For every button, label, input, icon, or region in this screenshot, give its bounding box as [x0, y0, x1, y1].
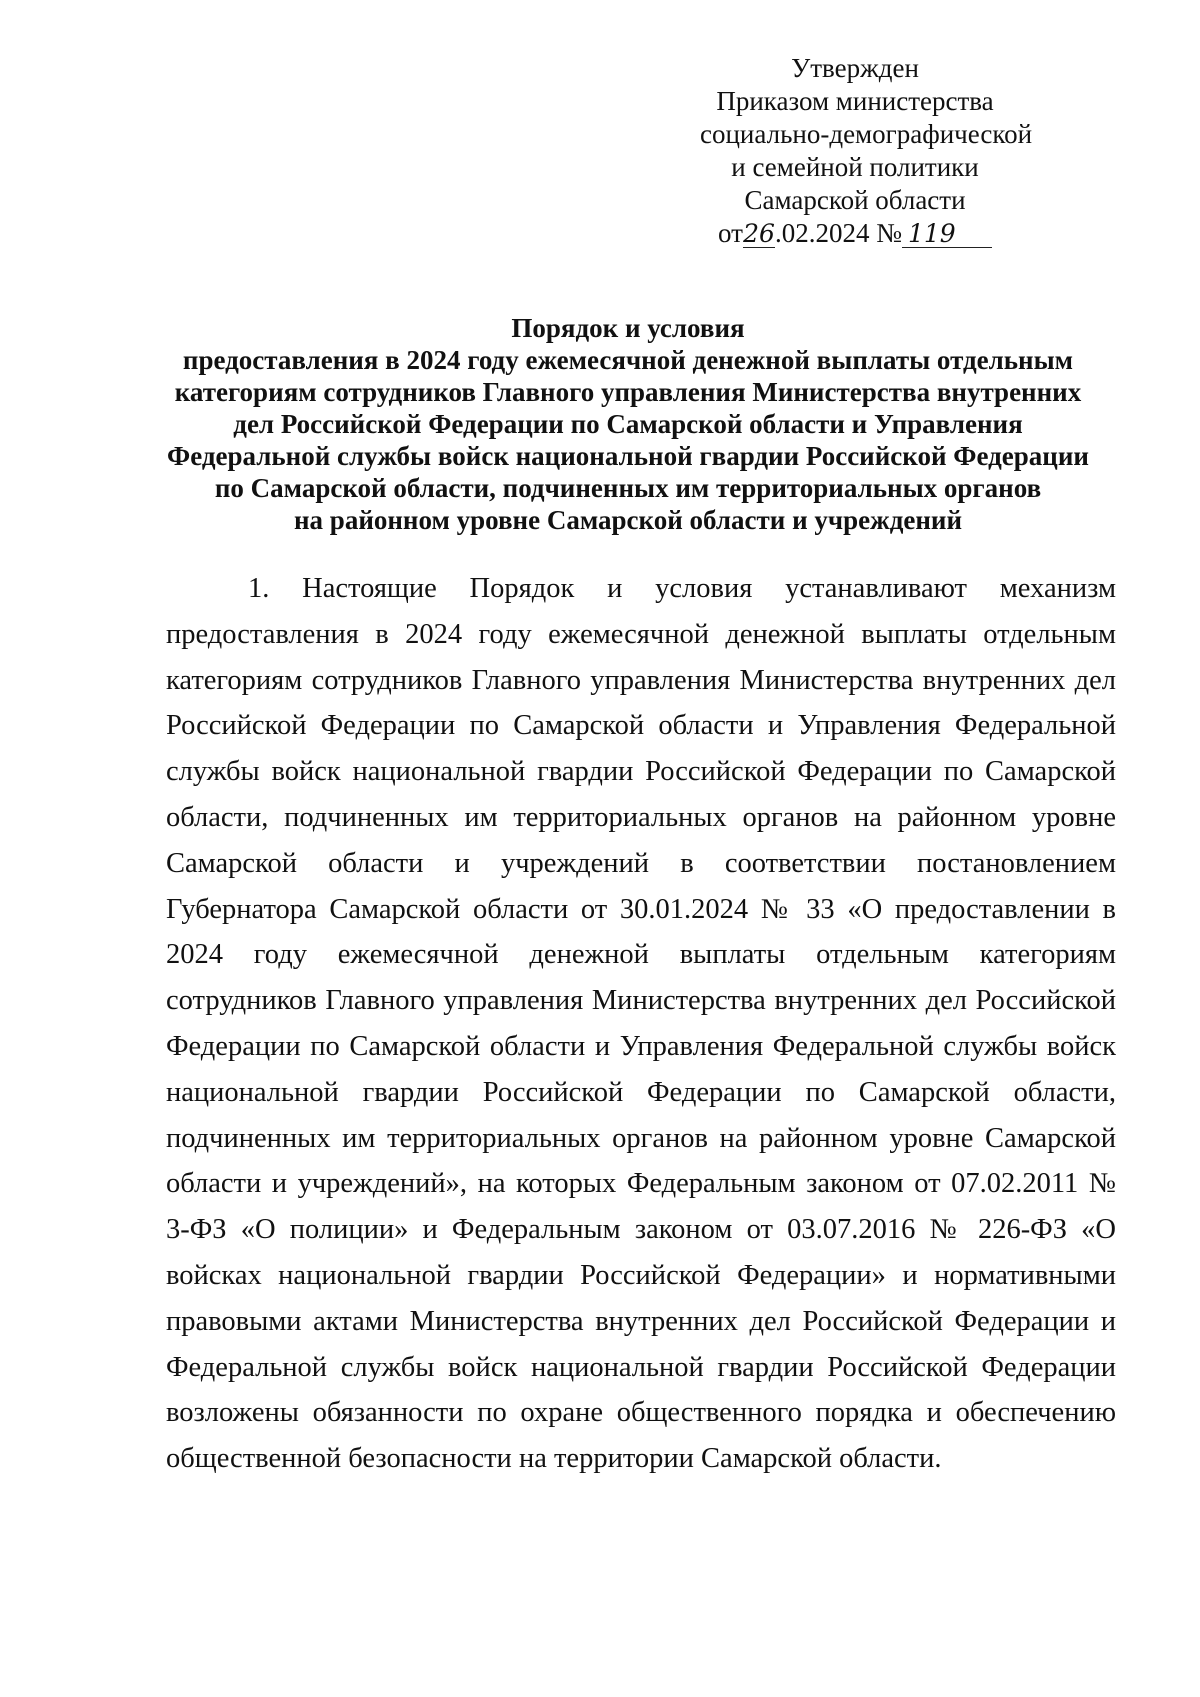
- approval-line: социально-демографической: [700, 119, 1033, 149]
- date-rest: .02.2024: [774, 218, 870, 248]
- title-line: по Самарской области, подчиненных им территориальных органов: [214, 473, 1042, 503]
- approval-line: и семейной политики: [731, 152, 979, 182]
- date-prefix: от: [718, 218, 743, 248]
- approval-line: Утвержден: [791, 53, 919, 83]
- title-line: категориям сотрудников Главного управления Министерства внутренних: [174, 377, 1082, 407]
- document-body: [166, 566, 1116, 1482]
- approval-date-line: [700, 217, 1010, 250]
- title-line: Федеральной службы войск национальной гвардии Российской Федерации: [167, 441, 1089, 471]
- approval-line: Самарской области: [744, 185, 966, 215]
- title-line: Порядок и условия: [511, 313, 745, 343]
- title-line: дел Российской Федерации по Самарской области и Управления: [233, 409, 1023, 439]
- number-label: №: [876, 218, 902, 248]
- document-title: [150, 312, 1106, 536]
- paragraph-1: 1. Настоящие Порядок и условия устанавливают механизм предоставления в 2024 году ежемесячной денежной выплаты отдельным категориям сотрудников Главного управления Министерства внутренних дел Российской Федерации по Самарской области и Управления Федеральной службы войск национальной гвардии Российской Федерации по Самарской области, подчиненных им территориальных органов на районном уровне Самарской области и учреждений в соответствии постановлением Губернатора Самарской области от 30.01.2024 № 33 «О предоставлении в 2024 году ежемесячной денежной выплаты отдельным категориям сотрудников Главного управления Министерства внутренних дел Российской Федерации по Самарской области и Управления Федеральной службы войск национальной гвардии Российской Федерации по Самарской области, подчиненных им территориальных органов на районном уровне Самарской области и учреждений», на которых Федеральным законом от 07.02.2011 № 3-ФЗ «О полиции» и Федеральным законом от 03.07.2016 № 226-ФЗ «О войсках национальной гвардии Российской Федерации» и нормативными правовыми актами Министерства внутренних дел Российской Федерации и Федеральной службы войск национальной гвардии Российской Федерации возложены обязанности по охране общественного порядка и обеспечению общественной безопасности на территории Самарской области.: [166, 573, 1116, 1475]
- handwritten-day: 26: [743, 219, 775, 248]
- title-line: предоставления в 2024 году ежемесячной денежной выплаты отдельным: [182, 345, 1074, 375]
- approval-line: Приказом министерства: [716, 86, 994, 116]
- handwritten-number: 119: [902, 221, 992, 248]
- approval-stamp: [700, 52, 1033, 250]
- title-line: на районном уровне Самарской области и учреждений: [294, 505, 962, 535]
